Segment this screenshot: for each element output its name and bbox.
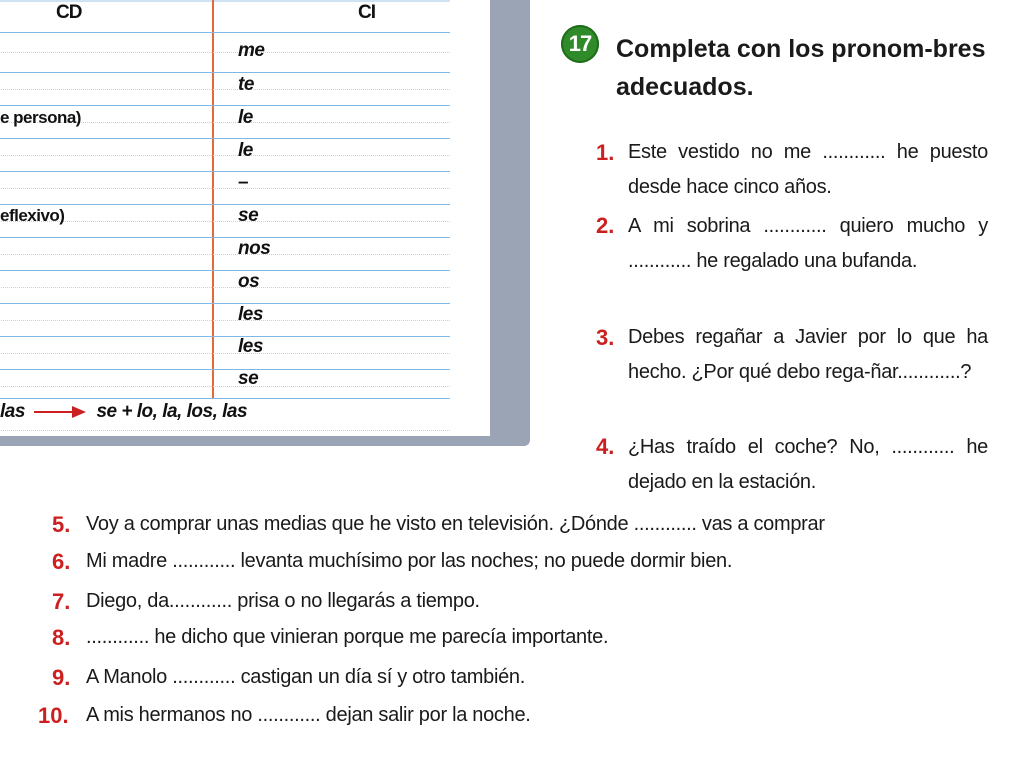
table-rule [0,138,450,139]
arrow-right-icon [34,405,86,419]
table-ci-cell: le [238,107,253,128]
item-number: 2. [596,213,615,238]
table-rule [0,221,450,222]
table-rule [0,171,450,172]
table-ci-cell: nos [238,238,271,259]
item-number: 9. [52,665,71,690]
table-cd-cell: e persona) [0,108,81,127]
table-rule [0,254,450,255]
table-rule [0,52,450,53]
exercise-item-text: Este vestido no me ............ he puesto desde hace cinco años. [628,141,988,198]
table-ci-cell: se [238,205,259,226]
exercise-item-text: ............ he dicho que vinieran porque me parecía importante. [86,626,609,648]
footer-right-text: se + lo, la, los, las [96,401,248,422]
exercise-number-badge: 17 [561,25,599,63]
item-number: 5. [52,512,71,537]
exercise-item-text: A mis hermanos no ............ dejan salir por la noche. [86,704,531,726]
item-number: 1. [596,140,615,165]
table-rule [0,105,450,106]
table-column-divider [212,0,214,398]
table-ci-cell: te [238,74,254,95]
table-rule [0,270,450,271]
table-rule [0,72,450,73]
item-number: 4. [596,434,615,459]
table-rule [0,32,450,33]
table-rule [0,386,450,387]
table-ci-cell: os [238,271,260,292]
pronoun-table [0,0,490,436]
exercise-title: Completa con los pronom-bres adecuados. [616,35,986,101]
table-rule [0,336,450,337]
table-rule [0,155,450,156]
exercise-item-text: ¿Has traído el coche? No, ............ he dejado en la estación. [628,436,988,493]
exercise-item-text: Debes regañar a Javier por lo que ha hecho. ¿Por qué debo rega-ñar............? [628,326,988,383]
exercise-item-text: Mi madre ............ levanta muchísimo por las noches; no puede dormir bien. [86,550,733,572]
item-number: 7. [52,589,71,614]
table-rule [0,89,450,90]
table-ci-cell: le [238,140,253,161]
table-rule [0,188,450,189]
header-cd: CD [56,2,82,23]
header-ci: CI [358,2,375,23]
table-rule [0,398,450,399]
item-number: 3. [596,325,615,350]
item-number: 10. [38,703,69,728]
exercise-item-text: A mi sobrina ............ quiero mucho y ............ he regalado una bufanda. [628,215,988,272]
table-footer-row [0,401,247,423]
table-ci-cell: les [238,304,263,325]
item-number: 6. [52,549,71,574]
exercise-item-text: Diego, da............ prisa o no llegarás a tiempo. [86,590,480,612]
table-ci-cell: me [238,40,265,61]
table-ci-cell: se [238,368,259,389]
table-rule [0,369,450,370]
table-ci-cell: les [238,336,263,357]
table-rule [0,303,450,304]
item-number: 8. [52,625,71,650]
exercise-item-text: A Manolo ............ castigan un día sí y otro también. [86,666,525,688]
table-cd-cell: eflexivo) [0,206,65,225]
table-ci-cell: – [238,172,249,193]
pronoun-table-card [0,0,530,446]
table-rule [0,320,450,321]
table-rule [0,287,450,288]
table-rule [0,204,450,205]
exercise-item-text: Voy a comprar unas medias que he visto en televisión. ¿Dónde ............ vas a comprar [86,513,825,535]
table-rule [0,353,450,354]
table-rule [0,430,450,431]
footer-left-text: las [0,401,25,422]
table-rule [0,237,450,238]
